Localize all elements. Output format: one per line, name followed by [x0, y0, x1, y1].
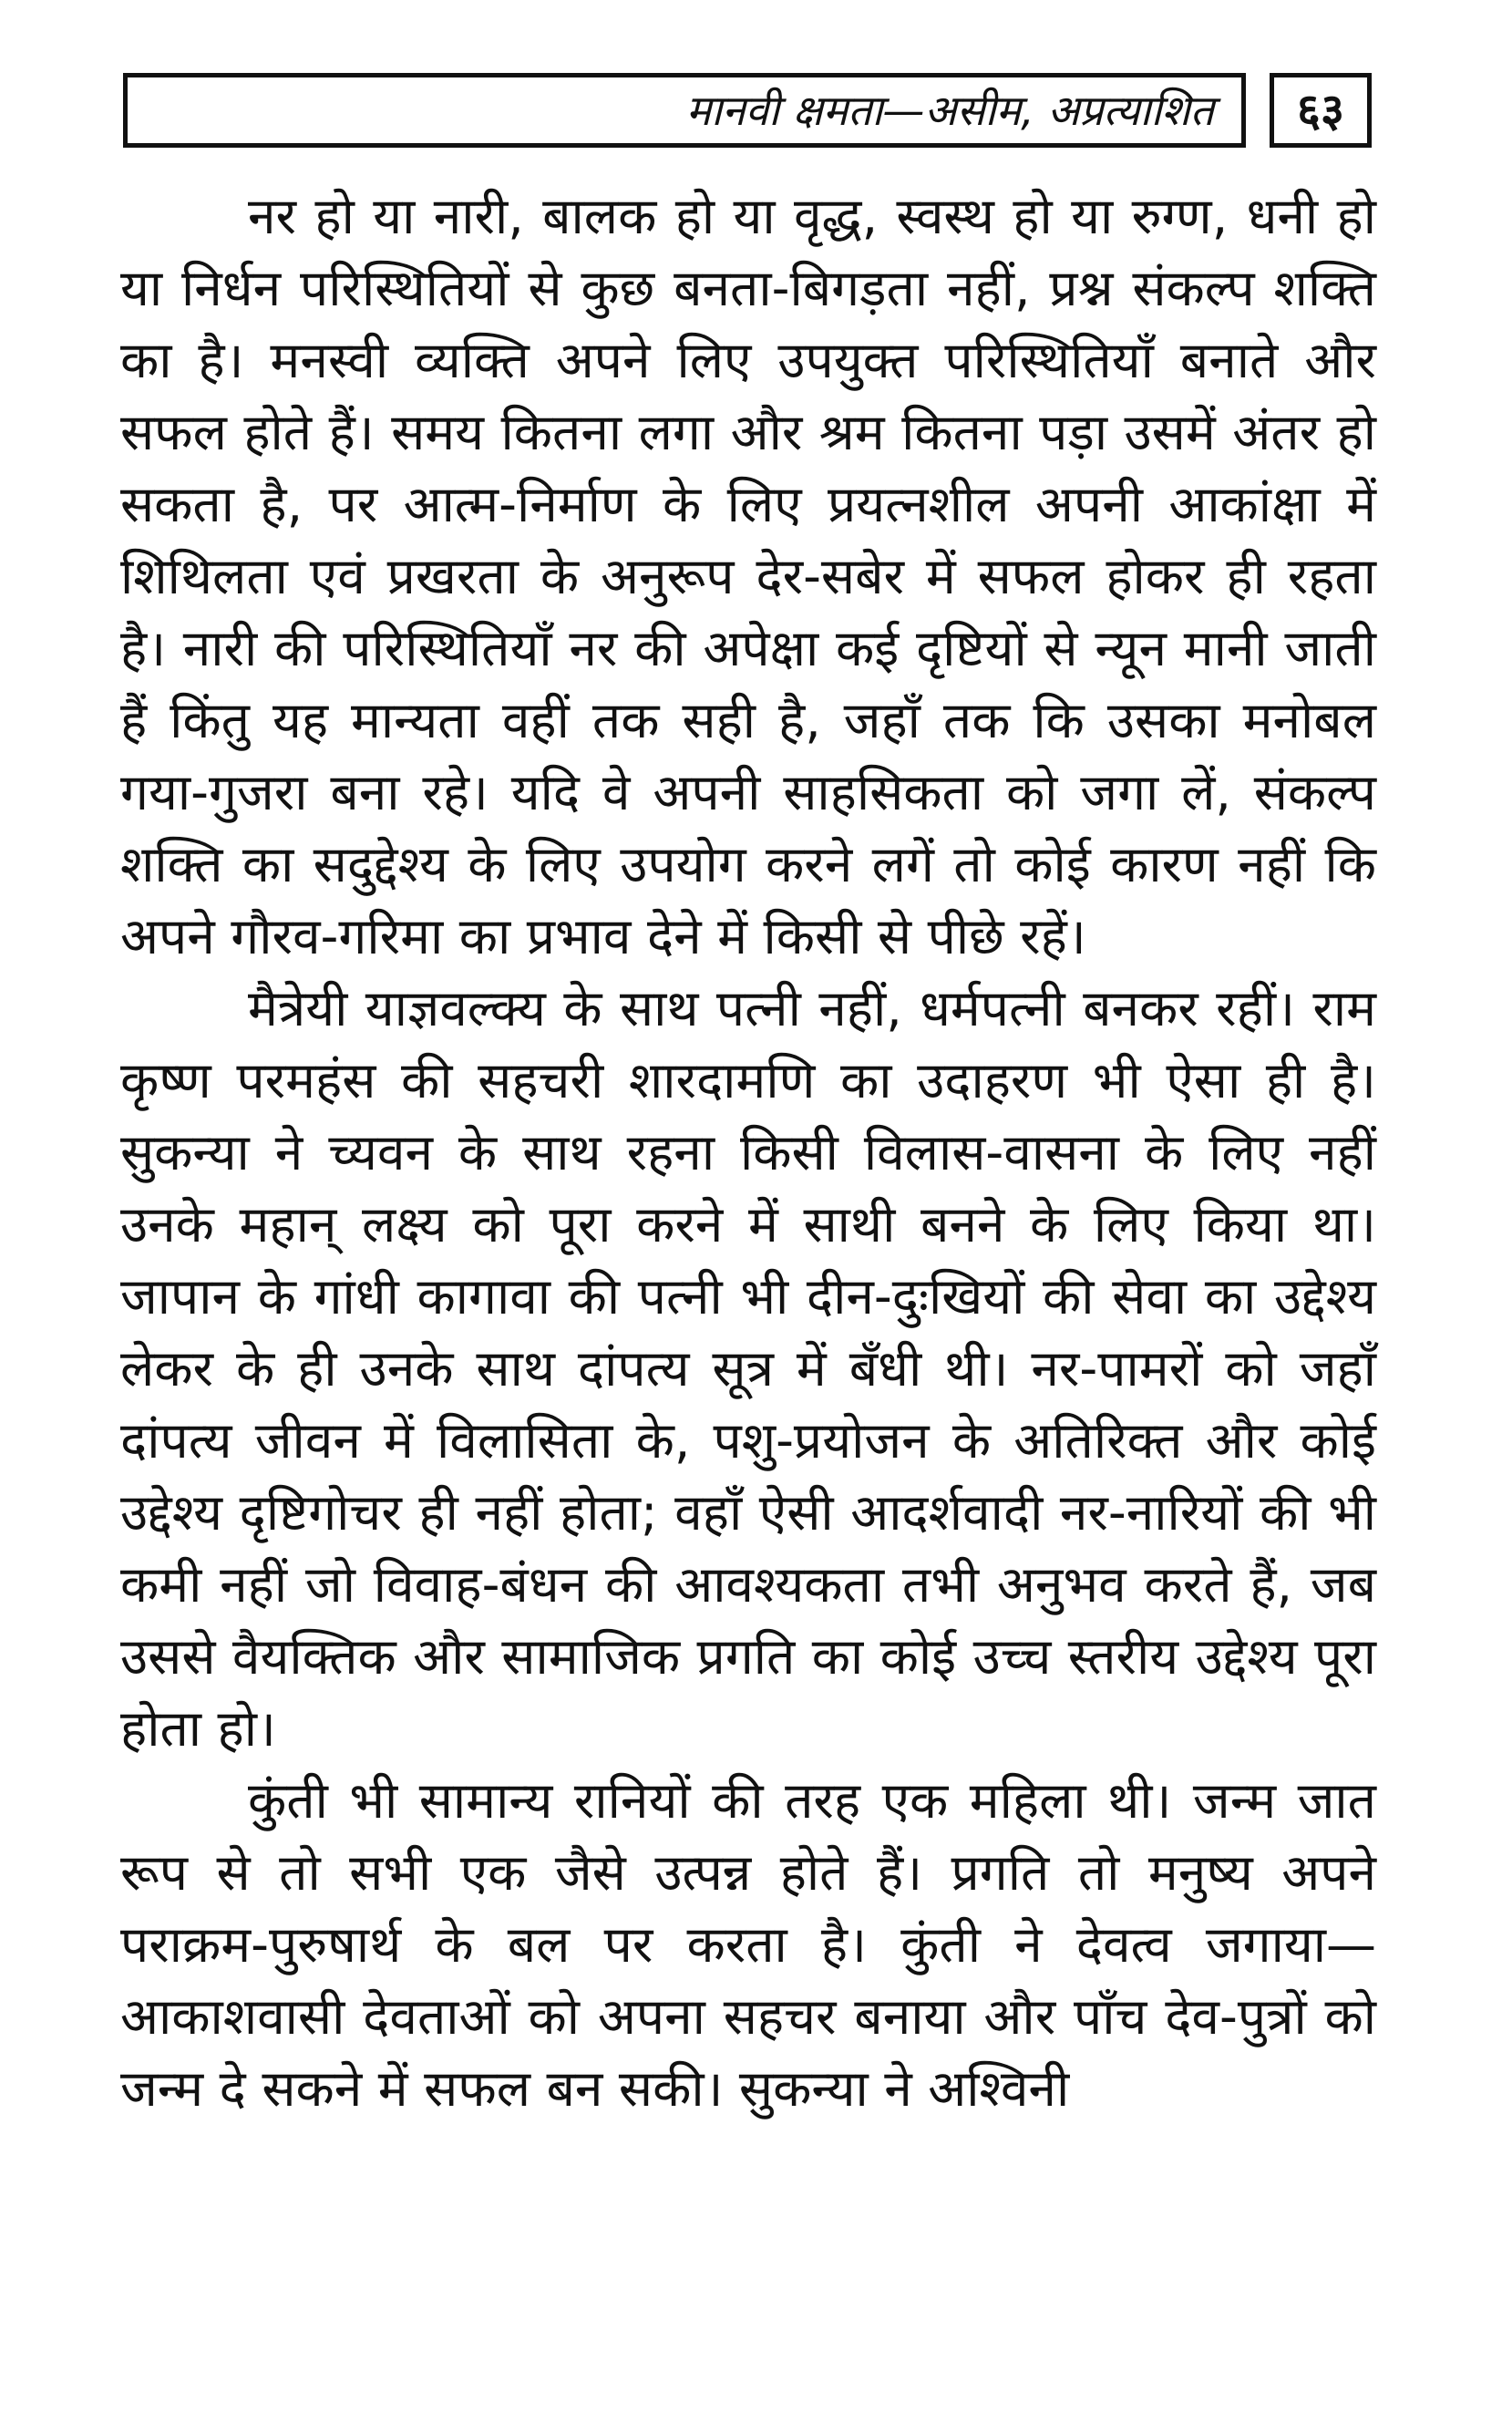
- paragraph: नर हो या नारी, बालक हो या वृद्ध, स्वस्थ हो या रुग्ण, धनी हो या निर्धन परिस्थितियों से कुछ बनता-बिगड़ता नहीं, प्रश्न संकल्प शक्ति का है। मनस्वी व्यक्ति अपने लिए उपयुक्त परिस्थितियाँ बनाते और सफल होते हैं। समय कितना लगा और श्रम कितना पड़ा उसमें अंतर हो सकता है, पर आत्म-निर्माण के लिए प्रयत्नशील अपनी आकांक्षा में शिथिलता एवं प्रखरता के अनुरूप देर-सबेर में सफल होकर ही रहता है। नारी की परिस्थितियाँ नर की अपेक्षा कई दृष्टियों से न्यून मानी जाती हैं किंतु यह मान्यता वहीं तक सही है, जहाँ तक कि उसका मनोबल गया-गुजरा बना रहे। यदि वे अपनी साहसिकता को जगा लें, संकल्प शक्ति का सदुद्देश्य के लिए उपयोग करने लगें तो कोई कारण नहीं कि अपने गौरव-गरिमा का प्रभाव देने में किसी से पीछे रहें।: [120, 187, 1376, 965]
- header-title: मानवी क्षमता—असीम, अप्रत्याशित: [685, 86, 1214, 135]
- page-number: ६३: [1297, 84, 1344, 137]
- running-header: [123, 73, 1246, 148]
- body-text: [120, 180, 1376, 2125]
- paragraph: कुंती भी सामान्य रानियों की तरह एक महिला थी। जन्म जात रूप से तो सभी एक जैसे उत्पन्न होते हैं। प्रगति तो मनुष्य अपने पराक्रम-पुरुषार्थ के बल पर करता है। कुंती ने देवत्व जगाया—आकाशवासी देवताओं को अपना सहचर बनाया और पाँच देव-पुत्रों को जन्म दे सकने में सफल बन सकी। सुकन्या ने अश्विनी: [120, 1771, 1376, 2118]
- page-number-box: [1270, 73, 1372, 148]
- paragraph: मैत्रेयी याज्ञवल्क्य के साथ पत्नी नहीं, धर्मपत्नी बनकर रहीं। राम कृष्ण परमहंस की सहचरी शारदामणि का उदाहरण भी ऐसा ही है। सुकन्या ने च्यवन के साथ रहना किसी विलास-वासना के लिए नहीं उनके महान् लक्ष्य को पूरा करने में साथी बनने के लिए किया था। जापान के गांधी कागावा की पत्नी भी दीन-दुःखियों की सेवा का उद्देश्य लेकर के ही उनके साथ दांपत्य सूत्र में बँधी थी। नर-पामरों को जहाँ दांपत्य जीवन में विलासिता के, पशु-प्रयोजन के अतिरिक्त और कोई उद्देश्य दृष्टिगोचर ही नहीं होता; वहाँ ऐसी आदर्शवादी नर-नारियों की भी कमी नहीं जो विवाह-बंधन की आवश्यकता तभी अनुभव करते हैं, जब उससे वैयक्तिक और सामाजिक प्रगति का कोई उच्च स्तरीय उद्देश्य पूरा होता हो।: [120, 979, 1376, 1758]
